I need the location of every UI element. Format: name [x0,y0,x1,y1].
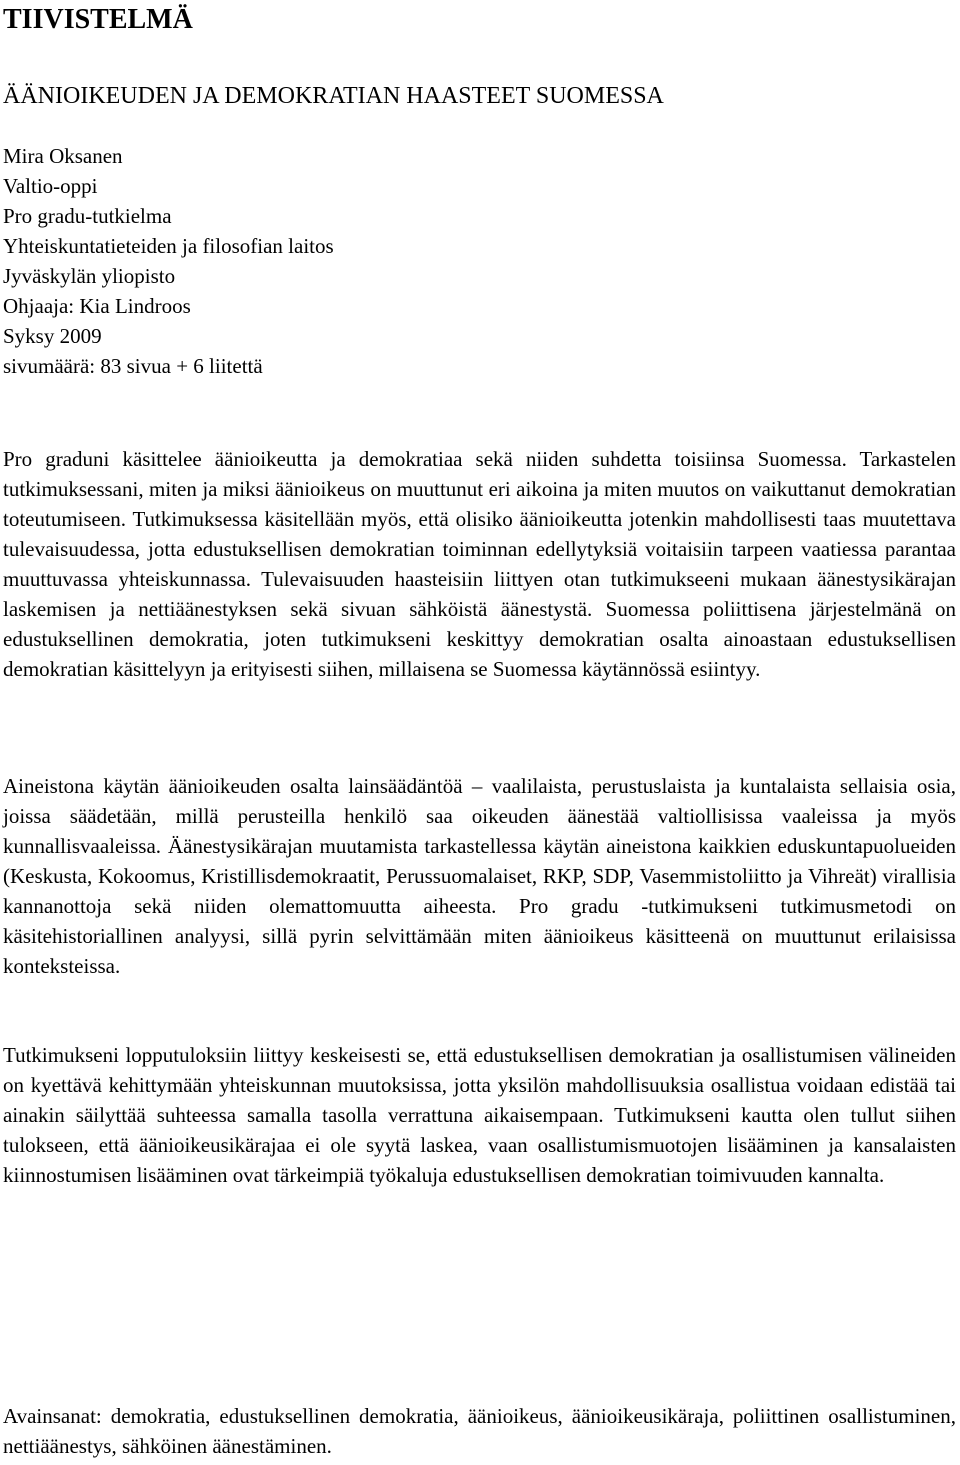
abstract-paragraph: Aineistona käytän äänioikeuden osalta lainsäädäntöä – vaalilaista, perustuslaista ja kuntalaista sellaisia osia, joissa säädetään, millä perusteilla henkilö saa oikeuden äänestää valtiollisissa vaaleissa ja myös kunnallisvaaleissa. Äänestysikärajan muutamista tarkastellessa käytän aineistona kaikkien eduskuntapuolueiden (Keskusta, Kokoomus, Kristillisdemokraatit, Perussuomalaiset, RKP, SDP, Vasemmistoliitto ja Vihreät) virallisia kannanottoja sekä niiden olemattomuutta aiheesta. Pro gradu -tutkimukseni tutkimusmetodi on käsitehistoriallinen analyysi, sillä pyrin selvittämään miten äänioikeus käsitteenä on muuttunut erilaisissa konteksteissa. [3,774,956,978]
subject: Valtio-oppi [3,174,98,198]
university: Jyväskylän yliopisto [3,264,176,288]
keywords: Avainsanat: demokratia, edustuksellinen demokratia, äänioikeus, äänioikeusikäraja, poliittinen osallistuminen, nettiäänestys, sähköinen äänestäminen. [3,1404,956,1458]
department: Yhteiskuntatieteiden ja filosofian laitos [3,234,334,258]
thesis-type: Pro gradu-tutkielma [3,204,172,228]
supervisor: Ohjaaja: Kia Lindroos [3,294,191,318]
author-name: Mira Oksanen [3,144,123,168]
page-heading: TIIVISTELMÄ [3,4,193,35]
thesis-title: ÄÄNIOIKEUDEN JA DEMOKRATIAN HAASTEET SUOMESSA [3,83,664,109]
abstract-paragraph: Pro graduni käsittelee äänioikeutta ja demokratiaa sekä niiden suhdetta toisiinsa Suomessa. Tarkastelen tutkimuksessani, miten ja miksi äänioikeus on muuttunut eri aikoina ja miten muutos on vaikuttanut demokratian toteutumiseen. Tutkimuksessa käsitellään myös, että olisiko äänioikeutta jotenkin mahdollisesti taas muutettava tulevaisuudessa, jotta edustuksellisen demokratian toiminnan edellytyksiä voitaisiin tarpeen vaatiessa parantaa muuttuvassa yhteiskunnassa. Tulevaisuuden haasteisiin liittyen otan tutkimukseeni mukaan äänestysikärajan laskemisen ja nettiäänestyksen sekä sivuan sähköistä äänestystä. Suomessa poliittisena järjestelmänä on edustuksellinen demokratia, joten tutkimukseni keskittyy demokratian osalta ainoastaan edustuksellisen demokratian käsittelyyn ja erityisesti siihen, millaisena se Suomessa käytännössä esiintyy. [3,447,956,681]
page-count: sivumäärä: 83 sivua + 6 liitettä [3,354,263,378]
thesis-metadata [3,141,334,381]
term: Syksy 2009 [3,324,102,348]
abstract-paragraph: Tutkimukseni lopputuloksiin liittyy keskeisesti se, että edustuksellisen demokratian ja osallistumisen välineiden on kyettävä kehittymään yhteiskunnan muutoksissa, jotta yksilön mahdollisuuksia osallistua voidaan edistää tai ainakin säilyttää suhteessa samalla tasolla verrattuna aikaisempaan. Tutkimukseni kautta olen tullut siihen tulokseen, että äänioikeusikärajaa ei ole syytä laskea, vaan osallistumismuotojen lisääminen ja kansalaisten kiinnostumisen lisääminen ovat tärkeimpiä työkaluja edustuksellisen demokratian toimivuuden kannalta. [3,1043,956,1187]
